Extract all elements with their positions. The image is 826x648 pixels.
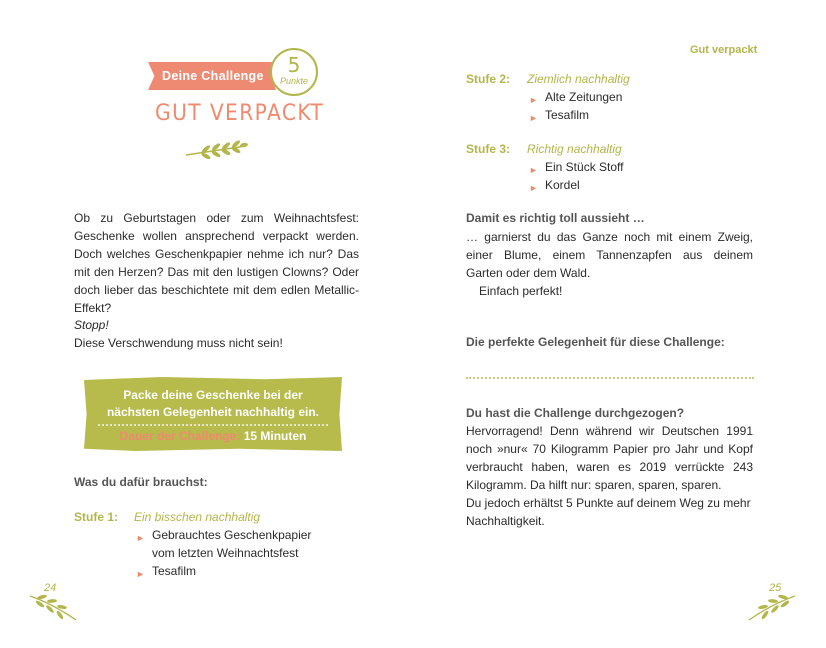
intro-paragraph: Ob zu Geburtstagen oder zum Weihnachtsfest: Geschenke wollen ansprechend verpackt werden. Doch welches Geschenkpapier nehme ich nur? Das mit den Herzen? Das mit den lustigen Clowns? Oder doch lieber das beschichtete mit dem edlen Metallic-Effekt? bbox=[74, 211, 359, 315]
bullet-triangle-icon: ► bbox=[529, 165, 538, 175]
stopp-heading: Stopp! bbox=[74, 318, 109, 332]
points-badge-label: Punkte bbox=[279, 76, 309, 86]
list-item: ► Ein Stück Stoff bbox=[529, 158, 624, 176]
done-heading: Du hast die Challenge durchgezogen? bbox=[466, 406, 685, 420]
bullet-triangle-icon: ► bbox=[529, 95, 538, 105]
leaf-branch-icon bbox=[28, 592, 78, 622]
list-item: ► Tesafilm bbox=[529, 106, 622, 124]
challenge-duration-label: Dauer der Challenge: bbox=[119, 429, 241, 443]
points-badge bbox=[270, 48, 318, 96]
right-page bbox=[413, 0, 826, 648]
list-item: ► Kordel bbox=[529, 176, 624, 194]
challenge-box-divider bbox=[98, 424, 328, 426]
nice-end: Einfach perfekt! bbox=[479, 284, 563, 298]
occasion-heading: Die perfekte Gelegenheit für diese Challenge: bbox=[466, 335, 725, 349]
occasion-dotted-line bbox=[466, 377, 754, 379]
bullet-triangle-icon: ► bbox=[529, 183, 538, 193]
stopp-text: Diese Verschwendung muss nicht sein! bbox=[74, 336, 283, 350]
page-number-left: 24 bbox=[44, 582, 57, 594]
page-number-right: 25 bbox=[769, 582, 782, 594]
stufe3-list bbox=[529, 158, 624, 194]
stufe2-label: Stufe 2: bbox=[466, 72, 511, 86]
challenge-duration-value: 15 Minuten bbox=[243, 429, 307, 443]
bullet-triangle-icon: ► bbox=[136, 533, 145, 543]
challenge-box-line2: nächsten Gelegenheit nachhaltig ein. bbox=[106, 405, 320, 419]
bullet-triangle-icon: ► bbox=[136, 569, 145, 579]
stufe1-label: Stufe 1: bbox=[74, 510, 119, 524]
challenge-box-line1: Packe deine Geschenke bei der bbox=[123, 388, 303, 402]
list-item: ► Gebrauchtes Geschenkpapier bbox=[136, 526, 311, 544]
stufe1-title: Ein bisschen nachhaltig bbox=[134, 510, 261, 524]
bullet-triangle-icon: ► bbox=[529, 113, 538, 123]
stufe3-title: Richtig nachhaltig bbox=[527, 142, 622, 156]
stufe1-list bbox=[136, 526, 311, 580]
stufe3-label: Stufe 3: bbox=[466, 142, 511, 156]
page-title: GUT VERPACKT bbox=[155, 101, 325, 126]
stufe2-list bbox=[529, 88, 622, 124]
leaf-branch-icon bbox=[747, 592, 797, 622]
points-badge-number: 5 bbox=[287, 53, 301, 77]
need-heading: Was du dafür brauchst: bbox=[74, 475, 208, 489]
stufe2-title: Ziemlich nachhaltig bbox=[527, 72, 630, 86]
done-paragraph: Hervorragend! Denn während wir Deutschen 1991 noch »nur« 70 Kilogramm Papier pro Jahr und Kopf verbraucht haben, waren es 2019 verrückte 243 Kilogramm. Da hilft nur: sparen, sparen, sparen. bbox=[466, 424, 753, 492]
challenge-ribbon-label: Deine Challenge bbox=[162, 69, 264, 83]
nice-paragraph: … garnierst du das Ganze noch mit einem Zweig, einer Blume, einem Tannenzapfen aus deinem Garten oder dem Wald. bbox=[466, 230, 753, 280]
running-head: Gut verpackt bbox=[690, 44, 758, 56]
challenge-duration bbox=[84, 429, 342, 443]
list-item: ► Alte Zeitungen bbox=[529, 88, 622, 106]
nice-heading: Damit es richtig toll aussieht … bbox=[466, 211, 645, 225]
done-paragraph-2: Du jedoch erhältst 5 Punkte auf deinem Weg zu mehr Nachhaltigkeit. bbox=[466, 496, 751, 528]
list-item: ► Tesafilm bbox=[136, 562, 311, 580]
wheat-ornament-icon bbox=[184, 138, 248, 160]
list-item: vom letzten Weihnachtsfest bbox=[152, 546, 299, 560]
